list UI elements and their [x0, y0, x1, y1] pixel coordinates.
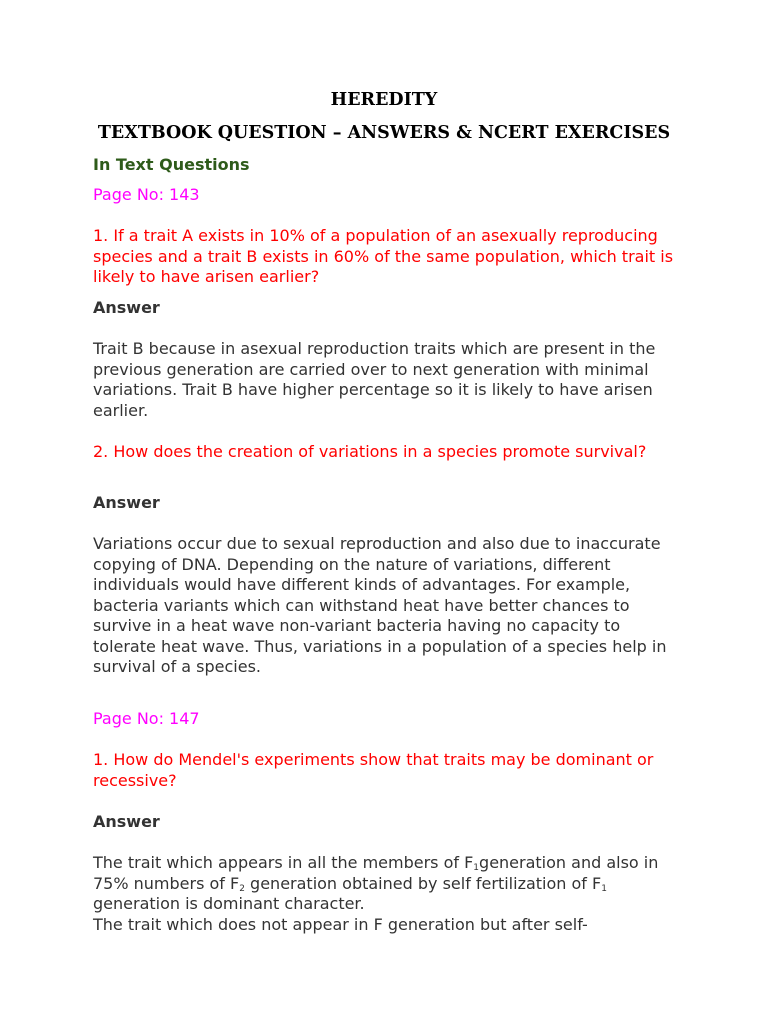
subscript-2: 2 [239, 883, 245, 894]
section-heading: In Text Questions [93, 155, 250, 174]
answer-3-text-a: The trait which appears in all the members of F [93, 853, 474, 872]
answer-label-2: Answer [93, 493, 160, 512]
page-subtitle: TEXTBOOK QUESTION – ANSWERS & NCERT EXERCISES [97, 123, 671, 143]
page-number-143: Page No: 143 [93, 185, 200, 204]
subscript-1: 1 [473, 863, 480, 873]
answer-3 [93, 853, 693, 935]
answer-label-1: Answer [93, 298, 160, 317]
subscript-3: 1 [601, 883, 607, 894]
page-title: HEREDITY [330, 90, 438, 110]
answer-3-text-b: generation and also in 75% numbers of F [93, 853, 659, 893]
answer-1: Trait B because in asexual reproduction traits which are present in the previous generation are carried over to next generation with minimal variations. Trait B have higher percentage so it is likely to have arisen earlier. [93, 339, 656, 420]
answer-3-text-e: The trait which does not appear in F generation but after self- [93, 914, 588, 934]
answer-label-3: Answer [93, 812, 160, 831]
question-2: 2. How does the creation of variations in a species promote survival? [93, 442, 647, 461]
answer-2: Variations occur due to sexual reproduction and also due to inaccurate copying of DNA. Depending on the nature of variations, different individuals would have different kinds of advantages. For example, bacteria variants which can withstand heat have better chances to survive in a heat wave non-variant bacteria having no capacity to tolerate heat wave. Thus, variations in a population of a species help in survival of a species. [93, 534, 667, 676]
answer-3-text-c: generation obtained by self fertilization of F [244, 873, 602, 893]
answer-3-text-d: generation is dominant character. [93, 894, 365, 913]
question-3: 1. How do Mendel's experiments show that traits may be dominant or recessive? [93, 750, 654, 790]
page-number-147: Page No: 147 [93, 709, 200, 728]
question-1: 1. If a trait A exists in 10% of a population of an asexually reproducing species and a trait B exists in 60% of the same population, which trait is likely to have arisen earlier? [93, 226, 674, 286]
